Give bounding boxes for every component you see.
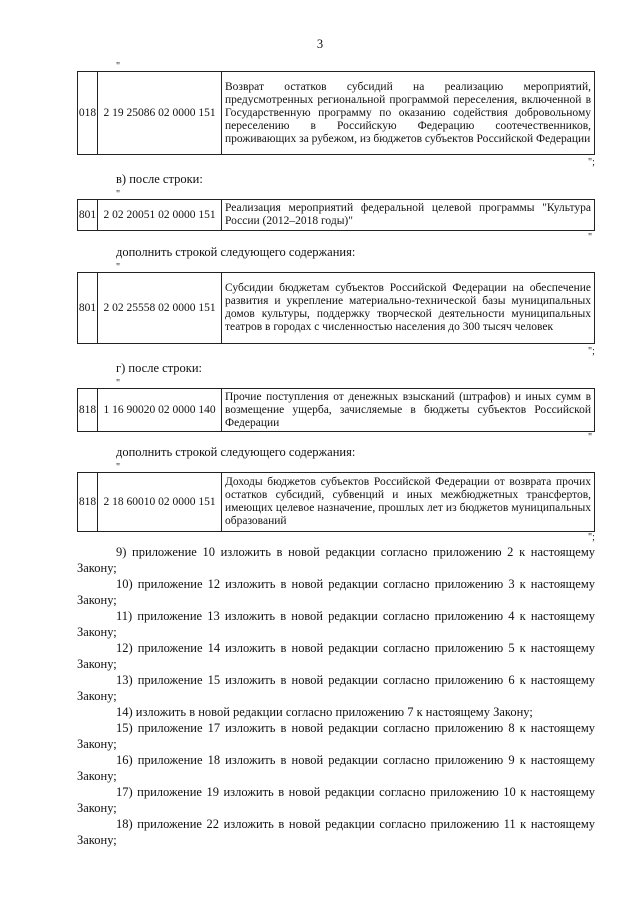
opening-quote: "	[116, 61, 121, 72]
kbk-code-cell: 2 02 25558 02 0000 151	[98, 273, 222, 344]
admin-code-cell: 801	[78, 200, 98, 231]
amendment-item: 11) приложение 13 изложить в новой редакции согласно приложению 4 к настоящему Закону;	[77, 609, 595, 639]
description-cell: Прочие поступления от денежных взысканий (штрафов) и иных сумм в возмещение ущерба, зачисляемые в бюджеты субъектов Российской Федерации	[222, 389, 595, 432]
closing-quote: ";	[588, 157, 595, 168]
add-row-instruction: дополнить строкой следующего содержания:	[116, 445, 356, 459]
amendment-items	[77, 544, 595, 848]
admin-code-cell: 801	[78, 273, 98, 344]
amendment-item: 18) приложение 22 изложить в новой редакции согласно приложению 11 к настоящему Закону;	[77, 817, 595, 847]
amendment-item: 12) приложение 14 изложить в новой редакции согласно приложению 5 к настоящему Закону;	[77, 641, 595, 671]
admin-code-cell: 018	[78, 72, 98, 155]
amendment-item: 10) приложение 12 изложить в новой редакции согласно приложению 3 к настоящему Закону;	[77, 577, 595, 607]
description-cell: Реализация мероприятий федеральной целевой программы "Культура России (2012–2018 годы)"	[222, 200, 595, 231]
amendment-item: 15) приложение 17 изложить в новой редакции согласно приложению 8 к настоящему Закону;	[77, 721, 595, 751]
closing-quote: ";	[588, 532, 595, 543]
closing-quote: ";	[588, 346, 595, 357]
clause-g-heading: г) после строки:	[116, 361, 203, 375]
description-cell: Субсидии бюджетам субъектов Российской Федерации на обеспечение развития и укрепление материально-технической базы муниципальных домов культуры, поддержку творческой деятельности муниципальных театров в городах с численностью населения до 300 тысяч человек	[222, 273, 595, 344]
kbk-code-cell: 1 16 90020 02 0000 140	[98, 389, 222, 432]
opening-quote: "	[116, 462, 121, 473]
closing-quote: "	[588, 432, 593, 443]
budget-table-row-2	[77, 199, 595, 231]
kbk-code-cell: 2 18 60010 02 0000 151	[98, 473, 222, 532]
opening-quote: "	[116, 189, 121, 200]
amendment-item: 16) приложение 18 изложить в новой редакции согласно приложению 9 к настоящему Закону;	[77, 753, 595, 783]
amendment-item: 14) изложить в новой редакции согласно приложению 7 к настоящему Закону;	[116, 705, 533, 719]
closing-quote: "	[588, 232, 593, 243]
kbk-code-cell: 2 19 25086 02 0000 151	[98, 72, 222, 155]
amendment-item: 13) приложение 15 изложить в новой редакции согласно приложению 6 к настоящему Закону;	[77, 673, 595, 703]
description-cell: Возврат остатков субсидий на реализацию мероприятий, предусмотренных региональной программой переселения, включенной в Государственную программу по оказанию содействия добровольному переселению в Российскую Федерацию соотечественников, проживающих за рубежом, из бюджетов субъектов Российской Федерации	[222, 72, 595, 155]
description-cell: Доходы бюджетов субъектов Российской Федерации от возврата прочих остатков субсидий, субвенций и иных межбюджетных трансфертов, имеющих целевое назначение, прошлых лет из бюджетов муниципальных образований	[222, 473, 595, 532]
page-number: 3	[316, 37, 324, 51]
admin-code-cell: 818	[78, 473, 98, 532]
budget-table-row-1	[77, 71, 595, 155]
budget-table-row-5	[77, 472, 595, 532]
opening-quote: "	[116, 378, 121, 389]
kbk-code-cell: 2 02 20051 02 0000 151	[98, 200, 222, 231]
add-row-instruction: дополнить строкой следующего содержания:	[116, 245, 356, 259]
budget-table-row-3	[77, 272, 595, 344]
clause-v-heading: в) после строки:	[116, 172, 203, 186]
admin-code-cell: 818	[78, 389, 98, 432]
opening-quote: "	[116, 262, 121, 273]
budget-table-row-4	[77, 388, 595, 432]
amendment-item: 17) приложение 19 изложить в новой редакции согласно приложению 10 к настоящему Закону;	[77, 785, 595, 815]
amendment-item: 9) приложение 10 изложить в новой редакции согласно приложению 2 к настоящему Закону;	[77, 545, 595, 575]
